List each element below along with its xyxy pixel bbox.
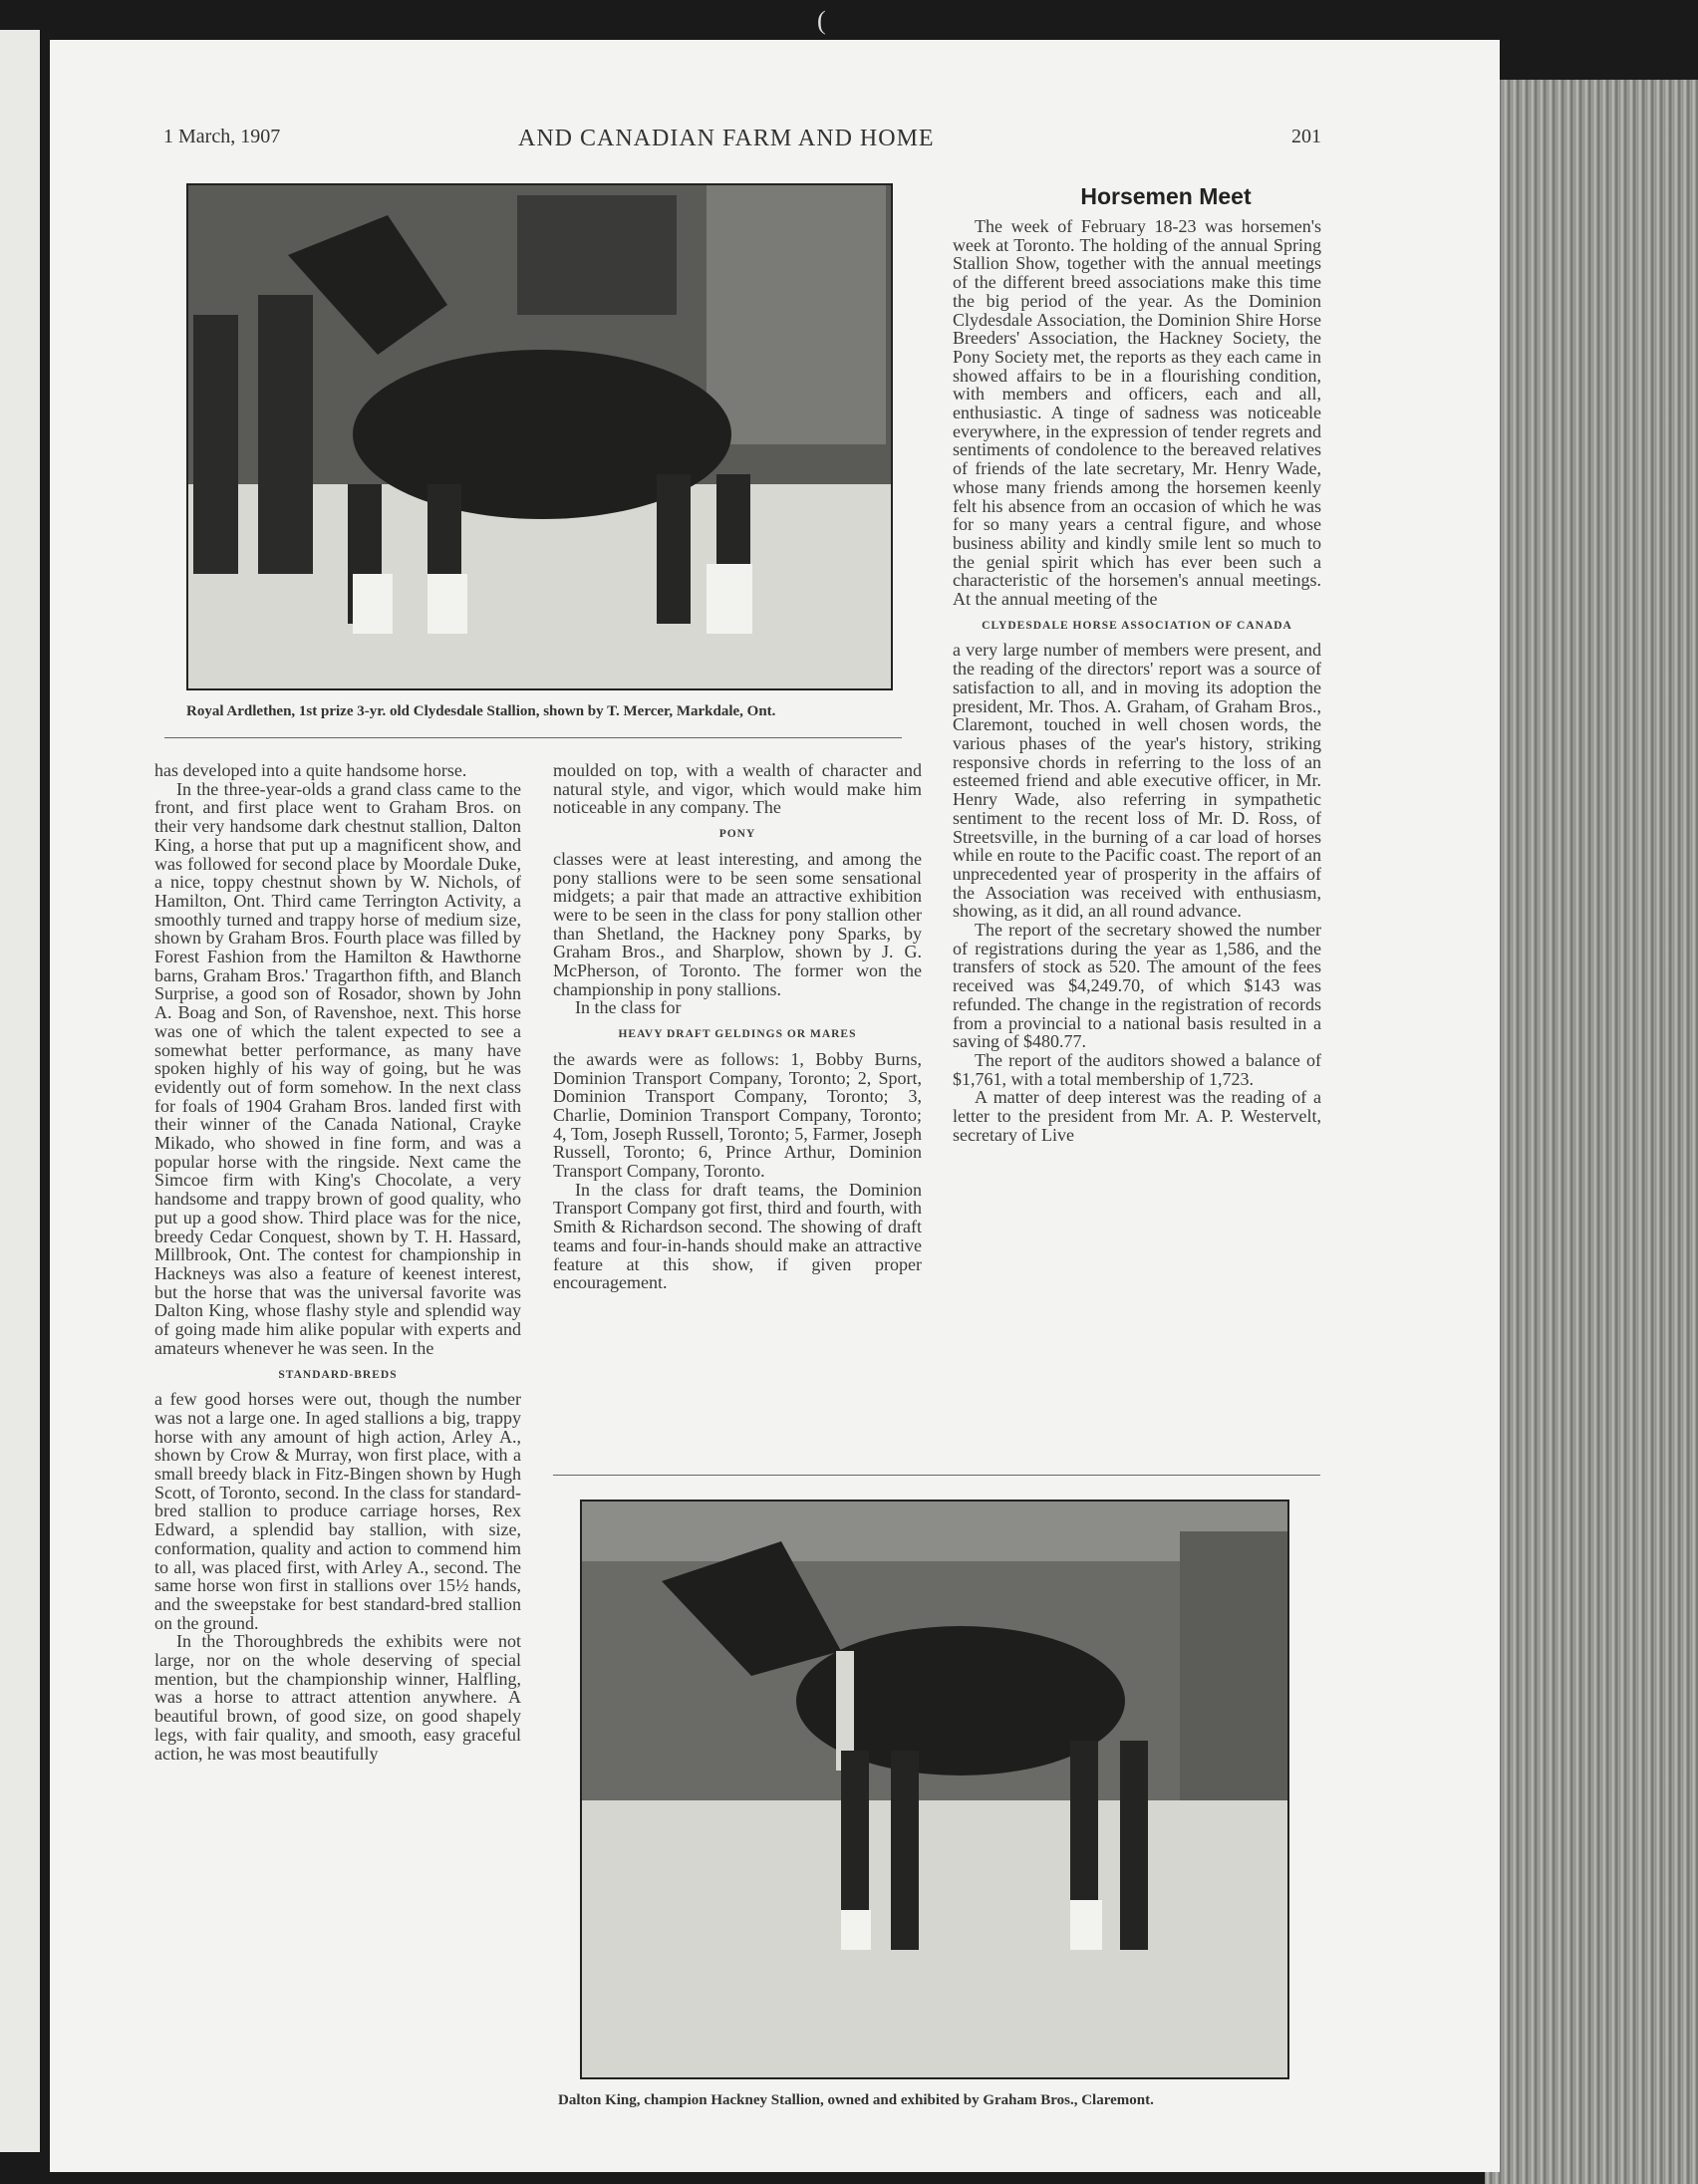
column-middle [553, 761, 922, 1292]
divider [553, 1475, 1320, 1476]
issue-date: 1 March, 1907 [163, 126, 281, 147]
paragraph: has developed into a quite handsome horse. [154, 760, 467, 780]
paragraph: The report of the auditors showed a balance of $1,761, with a total membership of 1,723. [953, 1049, 1321, 1089]
column-right-top [953, 217, 1321, 1144]
bottom-photo-caption: Dalton King, champion Hackney Stallion, owned and exhibited by Graham Bros., Claremont. [558, 2092, 1154, 2108]
paragraph: The week of February 18-23 was horsemen's week at Toronto. The holding of the annual Spring Stallion Show, together with the annual meetings of the different breed associations make this time the big period of the year. As the Dominion Clydesdale Association, the Dominion Shire Horse Breeders' Association, the Hackney Society, the Pony Society met, the reports as they each came in showed affairs to be in a flourishing condition, with members and officers, each and all, enthusiastic. A tinge of sadness was noticeable everywhere, in the expression of tender regrets and sentiments of condolence to the bereaved relatives of friends of the late secretary, Mr. Henry Wade, whose many friends among the horsemen keenly felt his absence from an occasion of which he was for so many years a central figure, and whose business ability and kindly smile lent so much to the genial spirit which has ever been such a characteristic of the horsemen's annual meetings. At the annual meeting of the [953, 216, 1321, 610]
paragraph: moulded on top, with a wealth of character and natural style, and vigor, which would make him noticeable in any company. The [553, 760, 922, 818]
article-heading: Horsemen Meet [1080, 183, 1252, 209]
divider [164, 737, 902, 738]
column-left [154, 761, 521, 1763]
paragraph: The report of the secretary showed the number of registrations during the year as 1,586, and the transfers of stock as 520. The amount of the fees received was $4,249.70, of which $143 was refunded. The change in the registration of records from a provincial to a national basis resulted in a saving of $480.77. [953, 920, 1321, 1052]
clydesdale-stallion-photo [186, 183, 893, 690]
scan-artifact: ( [817, 6, 826, 35]
paragraph: In the Thoroughbreds the exhibits were not large, nor on the whole deserving of special mention, but the championship winner, Halfling, was a horse to attract attention anywhere. A beautiful brown, of good size, on good shapely legs, with fair quality, and smooth, easy graceful action, he was most beautifully [154, 1631, 521, 1764]
paragraph: In the class for draft teams, the Dominion Transport Company got first, third and fourth, with Smith & Richardson second. The showing of draft teams and four-in-hands should make an attractive feature at this show, if given proper encouragement. [553, 1179, 922, 1293]
hackney-stallion-photo [580, 1500, 1289, 2079]
paragraph: a very large number of members were present, and the reading of the directors' report was a source of satisfaction to all, and in moving its adoption the president, Mr. Thos. A. Graham, of Graham Bros., Claremont, touched in well chosen words, the various phases of the year's history, striking responsive chords in referring to the loss of an esteemed friend and able executive officer, in Mr. Henry Wade, also referring in sympathetic sentiment to the recent loss of Mr. D. Ross, of Streetsville, in the burning of a car load of horses while en route to the Pacific coast. The report of an unprecedented year of prosperity in the affairs of the Association was received with enthusiasm, showing, as it did, an all round advance. [953, 640, 1321, 922]
paragraph: classes were at least interesting, and among the pony stallions were to be seen some sensational midgets; a pair that made an attractive exhibition were to be seen in the class for pony stallion other than Shetland, the Hackney pony Sparks, by Graham Bros., and Sharplow, shown by J. G. McPherson, of Toronto. The former won the championship in pony stallions. [553, 848, 922, 999]
top-photo-caption: Royal Ardlethen, 1st prize 3-yr. old Clydesdale Stallion, shown by T. Mercer, Markdale, Ont. [186, 703, 776, 719]
book-page-edges [1485, 80, 1698, 2184]
section-subhead: PONY [718, 828, 756, 841]
facing-page-edge [0, 30, 40, 2152]
paragraph: a few good horses were out, though the number was not a large one. In aged stallions a big, trappy horse with any amount of high action, Arley A., shown by Crow & Murray, won first place, with a small breedy black in Fitz-Bingen shown by Hugh Scott, of Toronto, second. In the class for standard-bred stallion to produce carriage horses, Rex Edward, a splendid bay stallion, with size, conformation, quality and action to commend him to all, was placed first, with Arley A., second. The same horse won first in stallions over 15½ hands, and the sweepstake for best standard-bred stallion on the ground. [154, 1389, 521, 1633]
section-subhead: CLYDESDALE HORSE ASSOCIATION OF CANADA [982, 619, 1292, 632]
section-subhead: STANDARD-BREDS [278, 1368, 398, 1381]
section-subhead: HEAVY DRAFT GELDINGS OR MARES [618, 1028, 857, 1041]
paragraph: In the three-year-olds a grand class came to the front, and first place went to Graham Bros. on their very handsome dark chestnut stallion, Dalton King, a horse that put up a magnificent show, and was followed for second place by Moordale Duke, a nice, toppy chestnut shown by W. Nichols, of Hamilton, Ont. Third came Terrington Activity, a smoothly turned and trappy horse of medium size, shown by Graham Bros. Fourth place was filled by Forest Fashion from the Hamilton & Hawthorne barns, Graham Bros.' Tragarthon fifth, and Blanch Surprise, a good son of Rosador, shown by John A. Boag and Son, of Ravenshoe, next. This horse was one of which the talent expected to see a somewhat better performance, as many have spoken highly of his way of going, but he was evidently out of form somehow. In the next class for foals of 1904 Graham Bros. landed first with their winner of the Canada National, Crayke Mikado, who showed in fine form, and was a popular horse with the ringside. Next came the Simcoe firm with King's Chocolate, a very handsome and trappy brown of good quality, who put up a good show. Third place was for the nice, breedy Cedar Conquest, shown by T. H. Hassard, Millbrook, Ont. The contest for championship in Hackneys was also a feature of keenest interest, but the horse that was the universal favorite was Dalton King, whose flashy style and splendid way of going made him alike popular with experts and amateurs whenever he was seen. In the [154, 778, 521, 1358]
page-number: 201 [1291, 126, 1321, 147]
publication-title: AND CANADIAN FARM AND HOME [518, 126, 935, 151]
paragraph: the awards were as follows: 1, Bobby Burns, Dominion Transport Company, Toronto; 2, Sport, Dominion Transport Company, Toronto; 3, Charlie, Dominion Transport Company, Toronto; 4, Tom, Joseph Russell, Toronto; 5, Farmer, Joseph Russell, Toronto; 6, Prince Arthur, Dominion Transport Company, Toronto. [553, 1048, 922, 1182]
paragraph: In the class for [575, 997, 682, 1018]
paragraph: A matter of deep interest was the reading of a letter to the president from Mr. A. P. Westervelt, secretary of Live [953, 1087, 1321, 1145]
